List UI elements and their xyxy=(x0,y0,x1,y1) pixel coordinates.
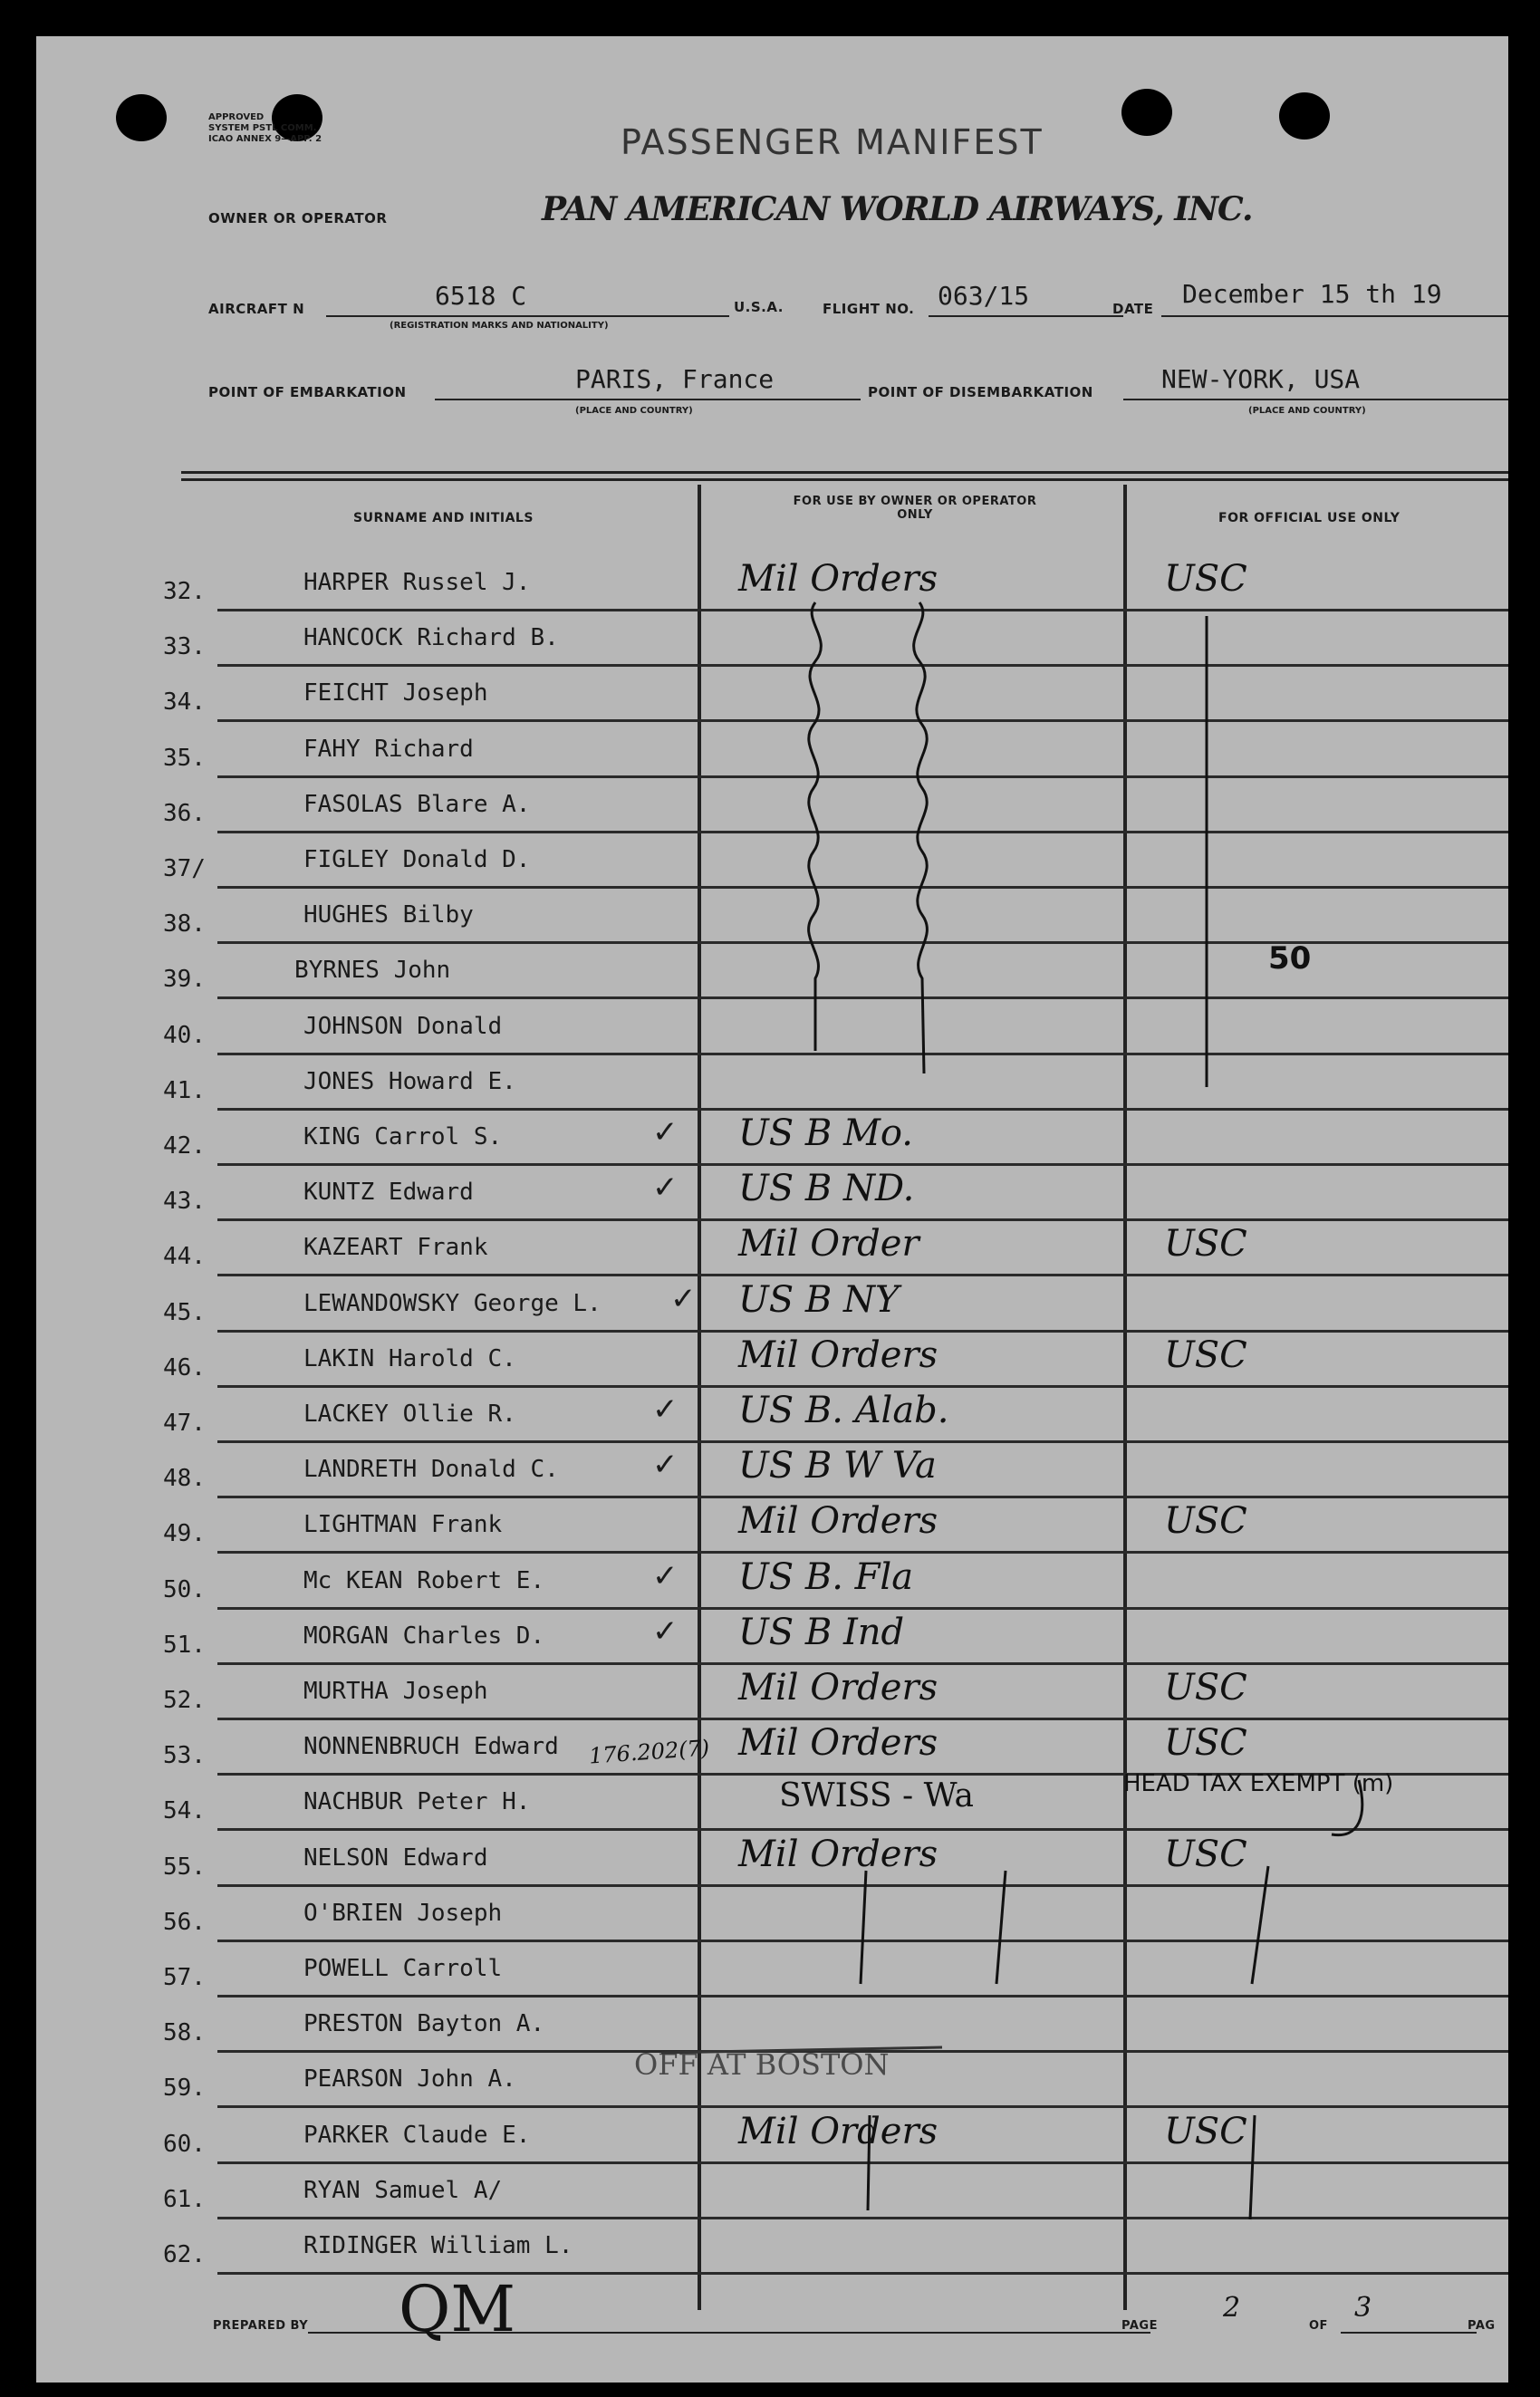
row-number: 45. xyxy=(163,1298,206,1326)
row-number: 47. xyxy=(163,1410,206,1437)
check-mark-icon: ✓ xyxy=(652,1114,679,1150)
official-note: USC xyxy=(1164,1722,1247,1765)
official-note: USC xyxy=(1164,1667,1247,1709)
passenger-name: JOHNSON Donald xyxy=(303,1012,503,1040)
passenger-name: HUGHES Bilby xyxy=(303,901,474,929)
owner-note: Mil Order xyxy=(738,1223,919,1266)
row-number: 41. xyxy=(163,1076,206,1104)
row-number: 55. xyxy=(163,1853,206,1881)
row-number: 61. xyxy=(163,2185,206,2213)
usa-label: U.S.A. xyxy=(734,299,784,315)
row-number: 34. xyxy=(163,688,206,717)
passenger-name: LANDRETH Donald C. xyxy=(303,1456,559,1484)
embark-label: POINT OF EMBARKATION xyxy=(208,384,407,400)
passenger-name: POWELL Carroll xyxy=(303,1955,503,1982)
row-number: 60. xyxy=(163,2130,206,2158)
prepared-signature: QM xyxy=(399,2272,516,2346)
embark-caption: (PLACE AND COUNTRY) xyxy=(575,406,693,416)
margin-note: 176.202(7) xyxy=(588,1735,711,1769)
row-number: 50. xyxy=(163,1575,206,1603)
official-note: USC xyxy=(1164,1833,1247,1875)
passenger-name: NACHBUR Peter H. xyxy=(303,1788,531,1816)
approval-line: APPROVED xyxy=(208,112,265,122)
owner-note: US B. Fla xyxy=(738,1555,914,1598)
owner-note: Mil Orders xyxy=(738,1833,938,1875)
official-note: 50 xyxy=(1268,940,1312,977)
embark-value: PARIS, France xyxy=(575,364,775,394)
owner-note: US B ND. xyxy=(738,1168,915,1210)
passenger-name: PRESTON Bayton A. xyxy=(303,2010,545,2038)
ditto-marks xyxy=(36,36,1508,2383)
owner-note: Mil Orders xyxy=(738,558,938,600)
row-number: 52. xyxy=(163,1687,206,1714)
row-number: 58. xyxy=(163,2019,206,2047)
passenger-name: FIGLEY Donald D. xyxy=(303,846,531,873)
owner-note: Mil Orders xyxy=(738,2110,938,2152)
row-number: 49. xyxy=(163,1520,206,1548)
approval-line: ICAO ANNEX 9—APP. 2 xyxy=(208,134,322,144)
passenger-name: NONNENBRUCH Edward xyxy=(303,1733,559,1761)
passenger-name: MURTHA Joseph xyxy=(303,1678,488,1705)
passenger-name: HANCOCK Richard B. xyxy=(303,624,559,652)
row-number: 33. xyxy=(163,633,206,661)
owner-note: Mil Orders xyxy=(738,1722,938,1765)
date-value: December 15 th 19 xyxy=(1182,279,1442,309)
passenger-name: PEARSON John A. xyxy=(303,2065,516,2094)
aircraft-value: 6518 C xyxy=(435,281,527,311)
passenger-name: LIGHTMAN Frank xyxy=(303,1511,503,1539)
official-note: USC xyxy=(1164,1500,1247,1543)
owner-note: US B Ind xyxy=(738,1611,905,1653)
check-mark-icon: ✓ xyxy=(652,1447,679,1484)
disembark-value: NEW-YORK, USA xyxy=(1161,364,1361,394)
owner-note: SWISS - Wa xyxy=(779,1777,974,1815)
owner-label: OWNER OR OPERATOR xyxy=(208,210,388,226)
row-number: 56. xyxy=(163,1908,206,1936)
column-header-owner: FOR USE BY OWNER OR OPERATOR ONLY xyxy=(793,495,1037,522)
row-number: 46. xyxy=(163,1353,206,1381)
owner-note: OFF AT BOSTON xyxy=(634,2047,890,2083)
row-number: 62. xyxy=(163,2241,206,2268)
owner-note: US B. Alab. xyxy=(738,1390,949,1431)
row-number: 37/ xyxy=(163,855,206,882)
official-note: HEAD TAX EXEMPT (m) xyxy=(1123,1770,1394,1798)
passenger-name: O'BRIEN Joseph xyxy=(303,1899,503,1927)
disembark-label: POINT OF DISEMBARKATION xyxy=(868,384,1093,400)
owner-value: PAN AMERICAN WORLD AIRWAYS, INC. xyxy=(542,190,1253,228)
flight-label: FLIGHT NO. xyxy=(823,301,915,317)
row-number: 48. xyxy=(163,1465,206,1493)
passenger-name: FEICHT Joseph xyxy=(303,679,488,708)
row-number: 51. xyxy=(163,1631,206,1659)
check-mark-icon: ✓ xyxy=(652,1557,679,1594)
check-mark-icon: ✓ xyxy=(652,1391,679,1428)
official-note: USC xyxy=(1164,2110,1247,2152)
owner-note: Mil Orders xyxy=(738,1500,938,1543)
of-label: OF xyxy=(1309,2319,1328,2333)
passenger-name: Mc KEAN Robert E. xyxy=(303,1566,545,1594)
passenger-name: KING Carrol S. xyxy=(303,1123,503,1150)
passenger-name: KUNTZ Edward xyxy=(303,1179,474,1207)
page-title: PASSENGER MANIFEST xyxy=(621,122,1044,162)
approval-line: SYSTEM PSTL COMM. xyxy=(208,123,317,133)
row-number: 36. xyxy=(163,799,206,827)
row-number: 38. xyxy=(163,910,206,939)
passenger-name: RYAN Samuel A/ xyxy=(303,2176,503,2204)
row-number: 53. xyxy=(163,1742,206,1770)
owner-note: US B W Va xyxy=(738,1445,937,1487)
disembark-caption: (PLACE AND COUNTRY) xyxy=(1248,406,1366,416)
row-number: 42. xyxy=(163,1132,206,1160)
check-mark-icon: ✓ xyxy=(652,1612,679,1650)
official-note: USC xyxy=(1164,1333,1247,1376)
owner-note: US B Mo. xyxy=(738,1112,913,1154)
registration-caption: (REGISTRATION MARKS AND NATIONALITY) xyxy=(390,321,609,331)
row-number: 40. xyxy=(163,1021,206,1049)
page-number: 2 xyxy=(1223,2292,1241,2324)
date-label: DATE xyxy=(1112,301,1154,317)
passenger-name: RIDINGER William L. xyxy=(303,2232,573,2259)
row-number: 35. xyxy=(163,744,206,772)
owner-note: US B NY xyxy=(738,1278,900,1321)
passenger-name: LAKIN Harold C. xyxy=(303,1344,516,1372)
passenger-name: NELSON Edward xyxy=(303,1843,488,1872)
row-number: 44. xyxy=(163,1243,206,1271)
pages-label: PAG xyxy=(1468,2319,1496,2333)
passenger-name: LACKEY Ollie R. xyxy=(303,1401,516,1428)
of-underline xyxy=(1341,2332,1477,2334)
row-number: 54. xyxy=(163,1797,206,1825)
row-number: 32. xyxy=(163,578,206,605)
check-mark-icon: ✓ xyxy=(652,1170,679,1207)
aircraft-label: AIRCRAFT N xyxy=(208,301,305,317)
flight-value: 063/15 xyxy=(938,281,1030,311)
column-header-official: FOR OFFICIAL USE ONLY xyxy=(1218,511,1400,525)
column-header-names: SURNAME AND INITIALS xyxy=(353,511,534,525)
passenger-name: LEWANDOWSKY George L. xyxy=(303,1289,602,1317)
passenger-name: KAZEART Frank xyxy=(303,1234,488,1262)
row-number: 59. xyxy=(163,2075,206,2103)
passenger-name: FASOLAS Blare A. xyxy=(303,790,531,818)
passenger-name: HARPER Russel J. xyxy=(303,569,531,596)
page-label: PAGE xyxy=(1121,2319,1158,2333)
owner-note: Mil Orders xyxy=(738,1333,938,1376)
passenger-name: JONES Howard E. xyxy=(303,1067,516,1095)
passenger-name: PARKER Claude E. xyxy=(303,2121,531,2149)
row-number: 39. xyxy=(163,966,206,994)
passenger-name: BYRNES John xyxy=(294,957,451,985)
owner-note: Mil Orders xyxy=(738,1667,938,1709)
prepared-label: PREPARED BY xyxy=(213,2319,309,2333)
row-number: 43. xyxy=(163,1188,206,1216)
official-note: USC xyxy=(1164,1223,1247,1266)
official-note: USC xyxy=(1164,558,1247,600)
passenger-name: MORGAN Charles D. xyxy=(303,1622,545,1650)
manifest-sheet xyxy=(36,36,1508,2383)
check-mark-icon: ✓ xyxy=(670,1280,697,1317)
row-number: 57. xyxy=(163,1964,206,1991)
passenger-name: FAHY Richard xyxy=(303,735,474,763)
page-total: 3 xyxy=(1354,2292,1372,2324)
